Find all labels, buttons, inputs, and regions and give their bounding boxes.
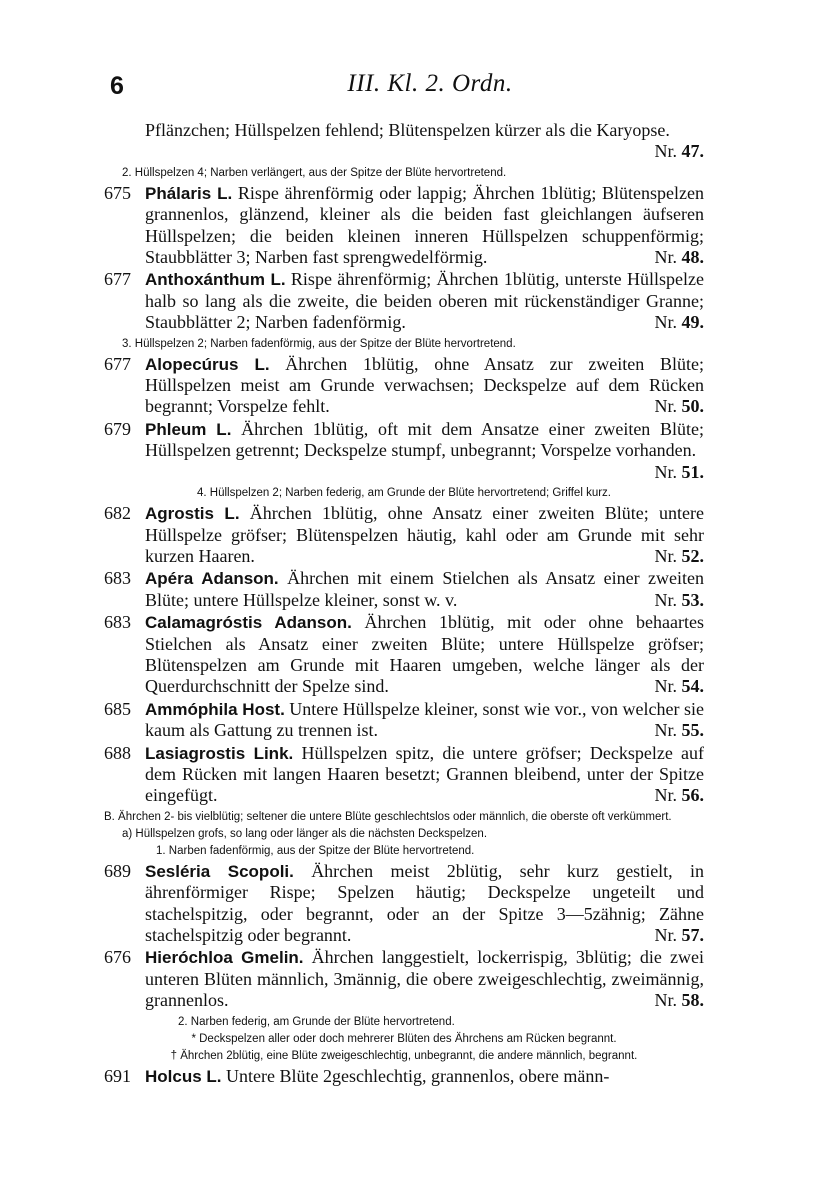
entry-number-ref: Nr. 50. [654,396,704,417]
key-heading-3: 3. Hüllspelzen 2; Narben fadenförmig, aus der Spitze der Blüte hervortretend. [122,337,516,350]
genus-name: Holcus L. [145,1066,222,1086]
genus-name: Phálaris L. [145,183,233,203]
entry-number-ref: Nr. 48. [654,247,704,268]
entry-page-ref: 683 [104,612,131,633]
genus-entry-holcus [104,1066,704,1087]
genus-name: Anthoxánthum L. [145,270,286,290]
genus-entry-ammophila [104,699,704,742]
entry-text: Rispe ährenförmig; Ährchen 1blütig, unterste Hüllspelze halb so lang als die zweite, die beiden oberen mit rückenständiger Granne; Staubblätter 2; Narben fadenförmig. [145,269,704,333]
entry-number-ref: Nr. 51. [654,461,704,482]
key-heading-2: 2. Hüllspelzen 4; Narben verlängert, aus der Spitze der Blüte hervortretend. [122,166,507,179]
entry-text: Ährchen 1blütig, ohne Ansatz zur zweiten Blüte; Hüllspelzen meist am Grunde verwachsen; Deckspelze auf dem Rücken begrannt; Vorspelze fehlt. [145,353,704,417]
page-number: 6 [110,72,124,100]
key-heading-B: B. Ährchen 2- bis vielblütig; seltener die untere Blüte geschlechtslos oder männlich, die oberste oft verkümmert. [104,810,672,823]
entry-text: Untere Hüllspelze kleiner, sonst wie vor., von welcher sie kaum als Gattung zu trennen ist. [145,698,704,741]
genus-name: Apéra Adanson. [145,569,279,589]
entry-text: Pflänzchen; Hüllspelzen fehlend; Blütenspelzen kürzer als die Karyopse. [145,120,670,140]
intro-continuation [104,120,704,163]
genus-entry-calamagrostis [104,612,704,698]
genus-entry-apera [104,568,704,611]
genus-name: Calamagróstis Adanson. [145,613,352,633]
entry-page-ref: 688 [104,742,131,763]
entry-text: Ährchen meist 2blütig, sehr kurz gestielt, in ährenförmiger Rispe; Spelzen häutig; Deckspelze ungeteilt und stachelspitzig, oder begrannt, oder an der Spitze 3—5zähnig; Zähne stachelspitzig oder begrannt. [145,860,704,945]
entry-page-ref: 676 [104,947,131,968]
page-body [104,120,704,1088]
entry-text: Hüllspelzen spitz, die untere gröfser; Deckspelze auf dem Rücken mit langen Haaren besetzt; Grannen bleibend, unter der Spitze eingefügt. [145,742,704,806]
entry-number-ref: Nr. 58. [654,990,704,1011]
genus-name: Hieróchloa Gmelin. [145,948,304,968]
entry-text: Ährchen langgestielt, lockerrispig, 3blütig; die zwei unteren Blüten männlich, 3männig, die obere zweigeschlechtig, zweimännig, grannenlos. [145,947,704,1011]
genus-name: Lasiagrostis Link. [145,743,294,763]
key-heading-4: 4. Hüllspelzen 2; Narben federig, am Grunde der Blüte hervortretend; Griffel kurz. [197,487,611,500]
entry-number-ref: Nr. 54. [654,676,704,697]
genus-name: Ammóphila Host. [145,699,285,719]
key-note-dagger: † Ährchen 2blütig, eine Blüte zweigeschlechtig, unbegrannt, die andere männlich, begrannt. [170,1049,638,1062]
genus-name: Sesléria Scopoli. [145,861,294,881]
key-heading-Ba2: 2. Narben federig, am Grunde der Blüte hervortretend. [178,1015,455,1028]
entry-number-ref: Nr. 53. [654,589,704,610]
entry-number-ref: Nr. 57. [654,925,704,945]
entry-page-ref: 679 [104,418,131,439]
entry-page-ref: 683 [104,568,131,589]
entry-text: Ährchen mit einem Stielchen als Ansatz einer zweiten Blüte; untere Hüllspelze kleiner, sonst w. v. [145,568,704,610]
entry-number-ref: Nr. 52. [654,545,704,566]
genus-entry-alopecurus [104,354,704,418]
entry-text: Rispe ährenförmig oder lappig; Ährchen 1blütig; Blütenspelzen grannenlos, glänzend, kleiner als die beiden fast gleichlangen äufseren Hüllspelzen; die beiden kleinen inneren Hüllspelzen schuppenförmig; Staubblätter 3; Narben fast sprengwedelförmig. [145,182,704,268]
genus-name: Alopecúrus L. [145,354,270,374]
entry-text: Ährchen 1blütig, ohne Ansatz einer zweiten Blüte; untere Hüllspelze gröfser; Blütenspelzen häutig, kahl oder am Grunde mit sehr kurzen Haaren. [145,503,704,566]
entry-number-ref: Nr. 56. [654,785,704,806]
entry-page-ref: 677 [104,269,131,290]
entry-page-ref: 689 [104,860,131,881]
key-heading-Ba: a) Hüllspelzen grofs, so lang oder länger als die nächsten Deckspelzen. [122,827,488,840]
genus-entry-lasiagrostis [104,743,704,807]
genus-name: Phleum L. [145,419,232,439]
genus-entry-agrostis [104,503,704,567]
entry-number-ref: Nr. 49. [654,312,704,333]
entry-page-ref: 682 [104,503,131,524]
entry-page-ref: 691 [104,1065,131,1086]
running-title: III. Kl. 2. Ordn. [347,70,513,97]
entry-text: Untere Blüte 2geschlechtig, grannenlos, obere männ- [221,1065,610,1086]
genus-entry-sesleria [104,861,704,947]
entry-page-ref: 677 [104,353,131,374]
key-note-star: * Deckspelzen aller oder doch mehrerer Blüten des Ährchens am Rücken begrannt. [191,1032,617,1045]
entry-number-ref: Nr. 55. [654,720,704,741]
entry-text: Ährchen 1blütig, oft mit dem Ansatze einer zweiten Blüte; Hüllspelzen getrennt; Deckspelze stumpf, unbegrannt; Vorspelze vorhanden. [145,418,704,461]
entry-number-ref: Nr. 47. [654,141,704,162]
entry-page-ref: 685 [104,698,131,719]
key-heading-Ba1: 1. Narben fadenförmig, aus der Spitze der Blüte hervortretend. [156,844,475,857]
genus-entry-anthoxanthum [104,269,704,333]
genus-name: Agrostis L. [145,504,240,524]
genus-entry-phleum [104,419,704,483]
genus-entry-hierochloa [104,947,704,1011]
genus-entry-phalaris [104,183,704,269]
entry-text: Ährchen 1blütig, mit oder ohne behaartes Stielchen als Ansatz einer zweiten Blüte; untere Hüllspelze gröfser; Blütenspelzen am Grunde mit Haaren umgeben, welche länger als der Querdurchschnitt der Spelze sind. [145,612,704,697]
entry-page-ref: 675 [104,182,131,203]
